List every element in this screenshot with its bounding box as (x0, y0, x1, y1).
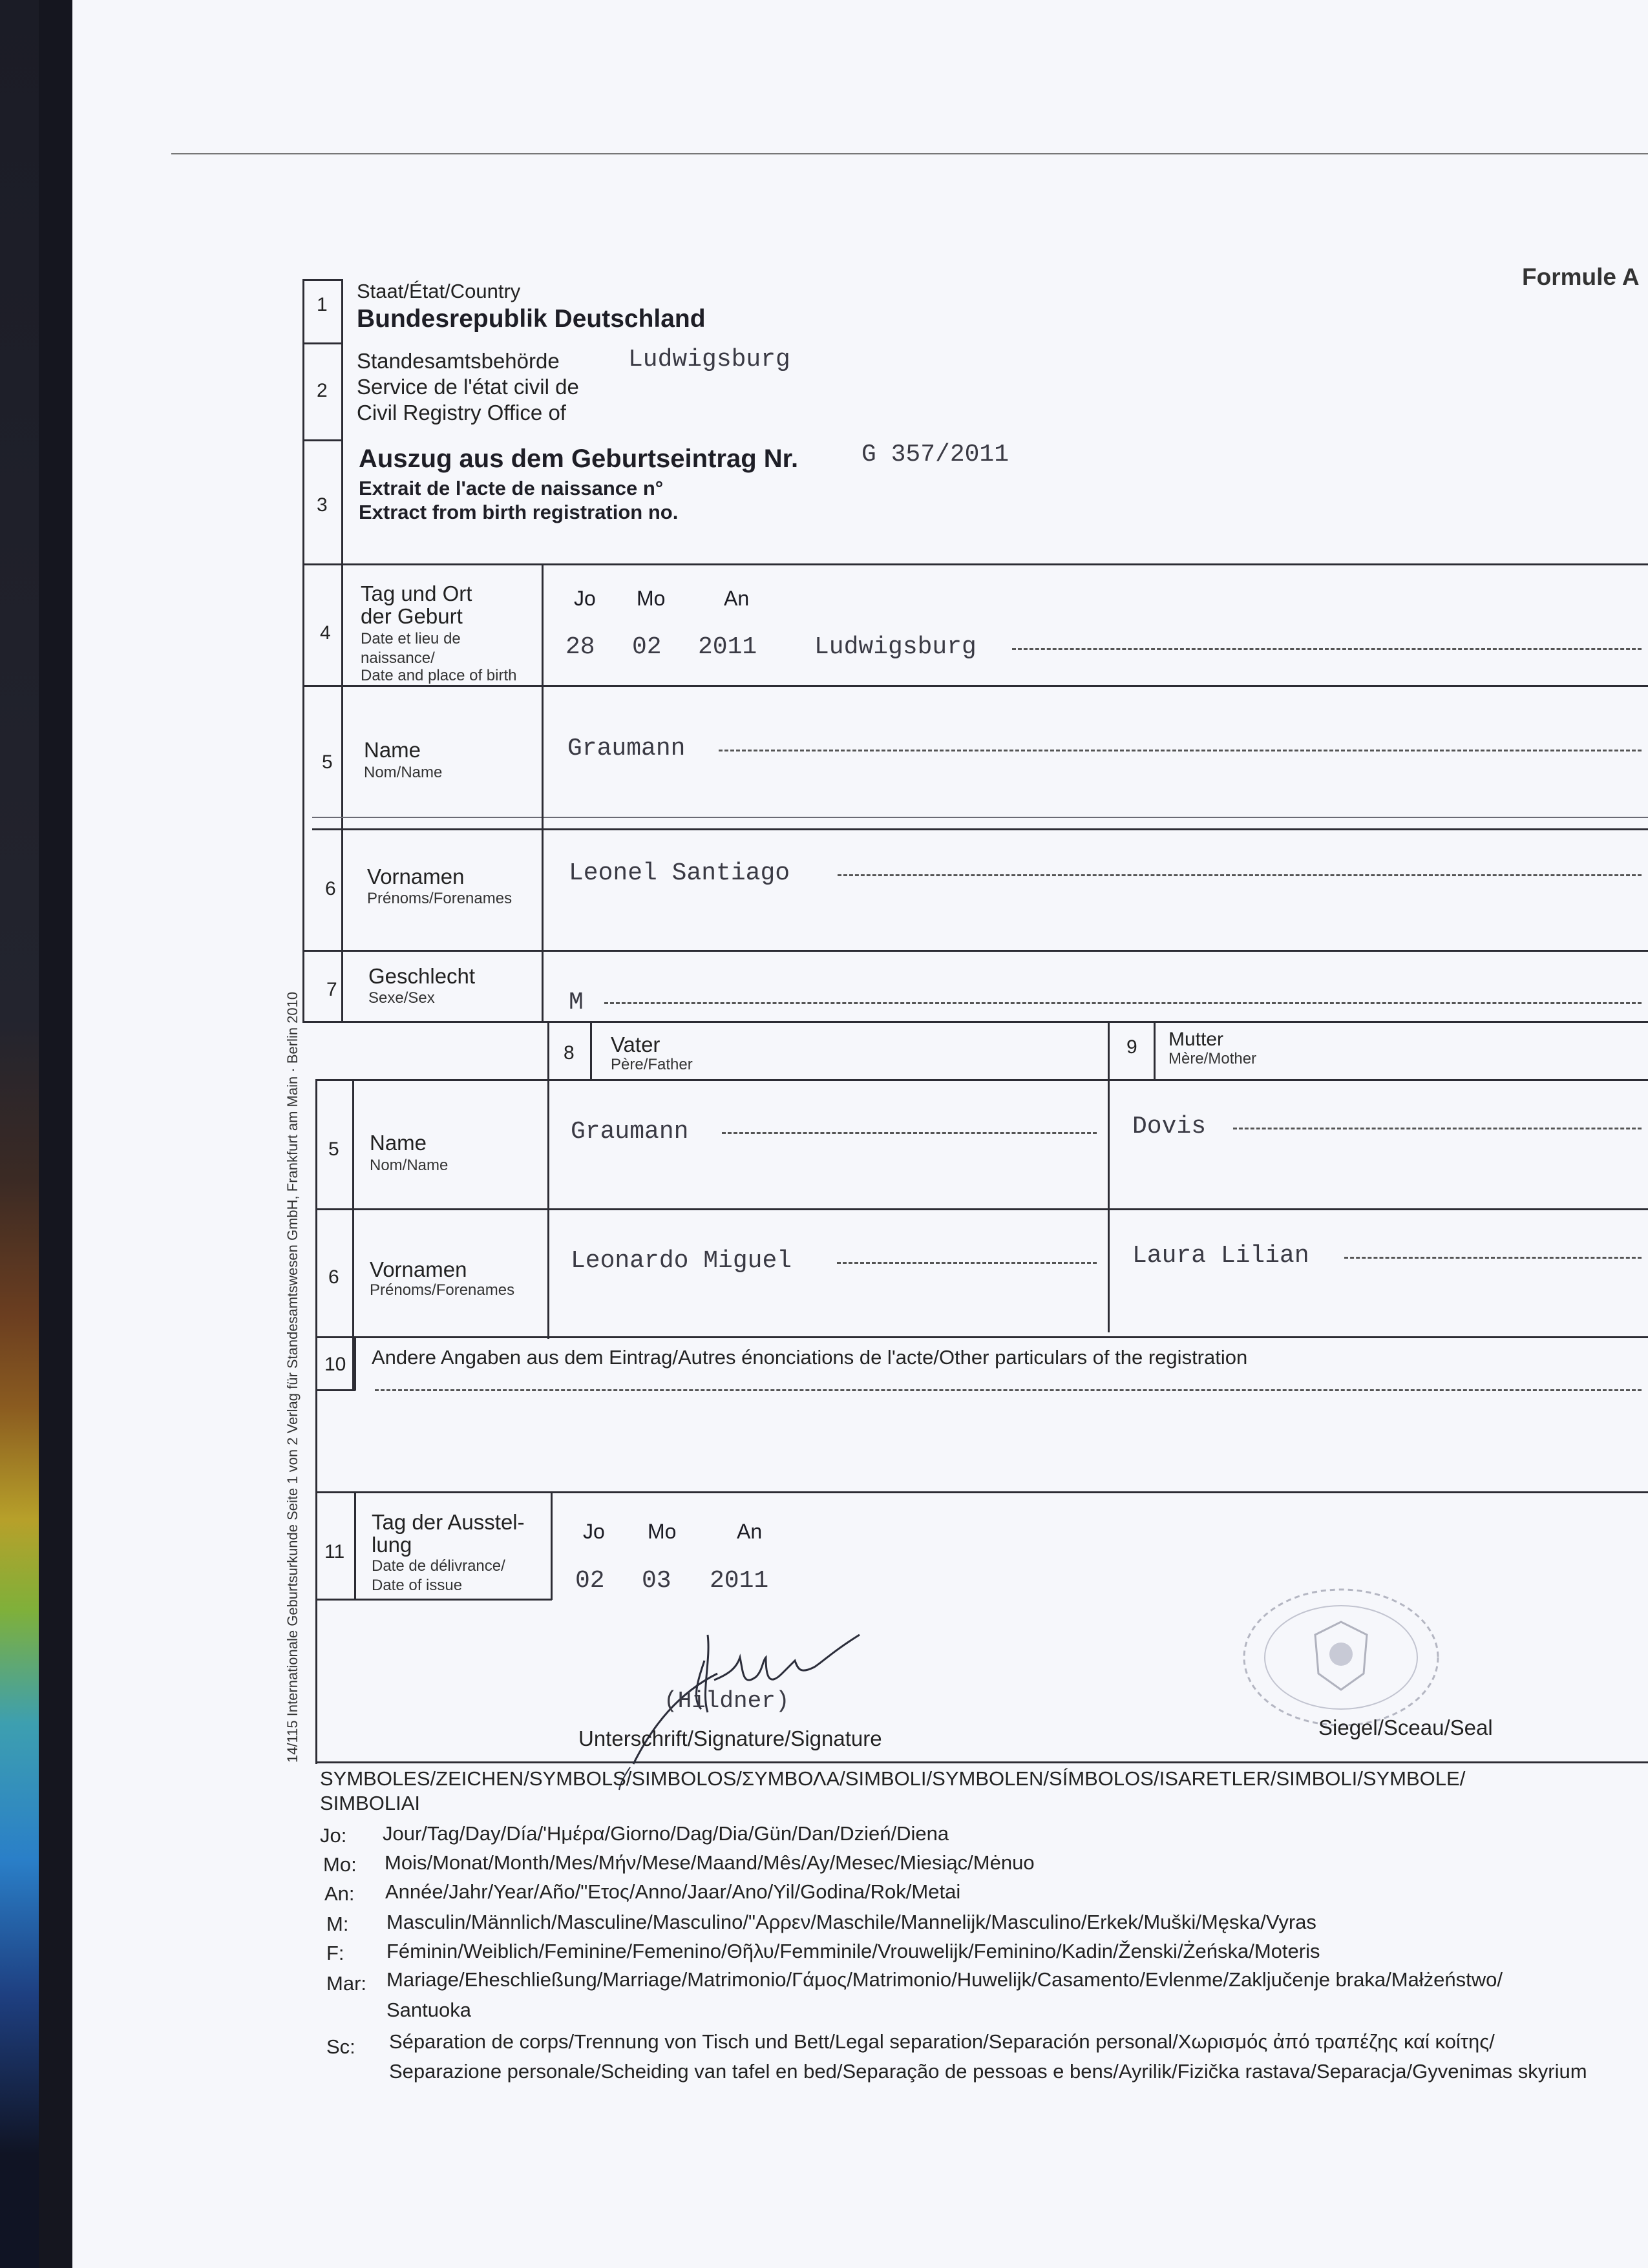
issue-month-value: 03 (642, 1567, 671, 1595)
registry-label-fr: Service de l'état civil de (357, 375, 579, 399)
parents-header-bottom (315, 1079, 1648, 1081)
parents-left-a (547, 1022, 549, 1339)
row11-number: 11 (324, 1541, 345, 1562)
birth-day-value: 28 (565, 633, 595, 661)
parents-name-number: 5 (328, 1139, 339, 1160)
parents-name-bottom (315, 1208, 1648, 1210)
row3-bottom (302, 563, 1648, 565)
birth-label-fr-2: naissance/ (361, 649, 435, 667)
issue-day-value: 02 (575, 1567, 605, 1595)
parents-first-bottom (315, 1336, 1648, 1338)
other-particulars-filler (375, 1389, 1642, 1391)
parents-mid (1108, 1022, 1110, 1332)
issue-label-fr: Date de délivrance/ (372, 1557, 505, 1575)
symbol-key-m: M: (326, 1913, 349, 1935)
row1-bottom (302, 342, 343, 344)
sex-sublabel: Sexe/Sex (368, 989, 435, 1007)
symbol-key-an: An: (324, 1882, 355, 1905)
row10-num-bottom (315, 1389, 355, 1391)
name-sublabel: Nom/Name (364, 764, 443, 781)
birth-month-value: 02 (632, 633, 662, 661)
forenames-sublabel: Prénoms/Forenames (367, 890, 512, 907)
country-value: Bundesrepublik Deutschland (357, 305, 706, 333)
registry-label-de: Standesamtsbehörde (357, 349, 560, 373)
father-sublabel: Père/Father (611, 1056, 693, 1073)
father-number: 8 (564, 1042, 575, 1064)
symbol-key-sc: Sc: (326, 2035, 355, 2058)
row7-bottom (302, 1021, 1648, 1023)
issue-year-header: An (737, 1520, 763, 1543)
father-forenames-filler (837, 1262, 1097, 1264)
symbol-key-mar: Mar: (326, 1972, 366, 1995)
parents-first-sublabel: Prénoms/Forenames (370, 1281, 515, 1299)
father-label: Vater (611, 1033, 660, 1056)
row10-bottom (315, 1491, 1648, 1493)
frame-left (302, 279, 304, 1022)
row1-top (302, 279, 343, 281)
scan-edge-shadow (39, 0, 72, 2268)
surname-value: Graumann (567, 735, 686, 762)
signatory-name: (Hildner) (664, 1688, 790, 1714)
birth-place-value: Ludwigsburg (814, 633, 977, 661)
registry-label-en: Civil Registry Office of (357, 401, 566, 425)
symbol-text-sc-2: Separazione personale/Scheiding van tafel en bed/Separação de pessoas e bens/Ayrilik/Fizička rastava/Separacja/Gyvenimas skyrium (389, 2060, 1587, 2083)
publisher-credit: 14/115 Internationale Geburtsurkunde Seite 1 von 2 Verlag für Standesamtswesen GmbH, Frankfurt am Main · Berlin 2010 (284, 991, 301, 1763)
sex-value: M (569, 989, 584, 1016)
birth-year-value: 2011 (698, 633, 757, 661)
symbol-text-mar: Mariage/Eheschließung/Marriage/Matrimonio/Γάμος/Matrimonio/Huwelijk/Casamento/Evlenme/Zaključenje braka/Małżeństwo/ (386, 1968, 1503, 1991)
row6-bottom (302, 950, 1648, 952)
top-rule (171, 153, 1648, 154)
row2-bottom (302, 439, 343, 441)
row4-number: 4 (320, 622, 331, 644)
birth-place-filler (1012, 648, 1642, 650)
birth-label-de-1: Tag und Ort (361, 582, 472, 605)
mother-forenames-filler (1344, 1257, 1642, 1259)
father-surname-filler (722, 1132, 1097, 1134)
official-seal (1231, 1577, 1451, 1732)
symbol-key-f: F: (326, 1942, 344, 1964)
issue-label-de-2: lung (372, 1533, 412, 1557)
forenames-value: Leonel Santiago (569, 859, 790, 887)
father-forenames-value: Leonardo Miguel (571, 1247, 792, 1275)
birth-month-header: Mo (637, 587, 666, 610)
symbol-key-mo: Mo: (323, 1853, 357, 1876)
extract-title-de: Auszug aus dem Geburtseintrag Nr. (359, 445, 799, 473)
row5-number: 5 (322, 751, 333, 773)
seal-label: Siegel/Sceau/Seal (1318, 1716, 1493, 1739)
sex-filler (604, 1002, 1642, 1004)
issue-label-en: Date of issue (372, 1577, 463, 1594)
parents-name-sublabel: Nom/Name (370, 1157, 449, 1174)
symbols-heading-2: SIMBOLIAI (320, 1792, 421, 1814)
forenames-filler (838, 874, 1642, 876)
mother-surname-value: Dovis (1132, 1113, 1207, 1140)
birth-label-fr-1: Date et lieu de (361, 630, 461, 647)
parents-first-number: 6 (328, 1266, 339, 1288)
symbol-text-sc: Séparation de corps/Trennung von Tisch und Bett/Legal separation/Separación personal/Χωρισμός ἀπό τραπέζης καί κοίτης/ (389, 2030, 1495, 2053)
row4-bottom (302, 685, 1648, 687)
signature-label: Unterschrift/Signature/Signature (578, 1727, 882, 1750)
sex-label: Geschlecht (368, 964, 476, 988)
birth-label-de-2: der Geburt (361, 604, 463, 628)
extract-title-en: Extract from birth registration no. (359, 501, 679, 523)
row11-label-bottom (315, 1599, 552, 1601)
birth-year-header: An (724, 587, 750, 610)
parents-num9-div (1154, 1022, 1156, 1080)
registry-office-value: Ludwigsburg (628, 346, 790, 373)
issue-day-header: Jo (583, 1520, 605, 1543)
mother-number: 9 (1126, 1036, 1137, 1058)
country-label: Staat/État/Country (357, 280, 521, 302)
row1-number: 1 (317, 294, 328, 315)
name-label: Name (364, 738, 421, 762)
symbol-text-f: Féminin/Weiblich/Feminine/Femenino/Θῆλυ/Femminile/Vrouwelijk/Feminino/Kadin/Ženski/Żeńska/Moteris (386, 1940, 1320, 1962)
forenames-label: Vornamen (367, 865, 465, 888)
symbol-text-m: Masculin/Männlich/Masculine/Masculino/"Αρρεν/Maschile/Mannelijk/Masculino/Erkek/Muški/Męska/Vyras (386, 1911, 1316, 1933)
frame-bottom (315, 1761, 1648, 1763)
num-col-divider (341, 279, 343, 1022)
mother-forenames-value: Laura Lilian (1132, 1242, 1309, 1270)
row11-label-div (551, 1491, 553, 1600)
parents-name-label: Name (370, 1131, 427, 1155)
issue-year-value: 2011 (710, 1567, 769, 1595)
symbol-text-an: Année/Jahr/Year/Año/"Ετος/Anno/Jaar/Ano/Yil/Godina/Rok/Metai (385, 1880, 961, 1903)
row5-bottom-b (312, 817, 1648, 818)
row6-number: 6 (325, 878, 336, 899)
symbol-text-mar-2: Santuoka (386, 1999, 471, 2021)
row5-bottom (312, 828, 1648, 830)
birth-label-en: Date and place of birth (361, 667, 517, 684)
issue-label-de-1: Tag der Ausstel- (372, 1510, 525, 1534)
parents-num8-div (590, 1022, 592, 1080)
row10-num-div (354, 1336, 356, 1391)
other-particulars-label: Andere Angaben aus dem Eintrag/Autres énonciations de l'acte/Other particulars of the registration (372, 1346, 1248, 1369)
parents-frame-left (315, 1079, 317, 1764)
row10-number: 10 (324, 1354, 346, 1375)
mother-surname-filler (1233, 1128, 1642, 1129)
issue-month-header: Mo (648, 1520, 677, 1543)
row11-num-div (354, 1491, 356, 1600)
father-surname-value: Graumann (571, 1118, 689, 1146)
row7-number: 7 (326, 979, 337, 1000)
row3-number: 3 (317, 494, 328, 516)
registration-number-value: G 357/2011 (861, 441, 1009, 468)
mother-sublabel: Mère/Mother (1168, 1050, 1257, 1067)
symbol-key-jo: Jo: (320, 1824, 347, 1847)
label-col-divider (542, 563, 544, 1021)
parents-first-label: Vornamen (370, 1257, 467, 1281)
form-label: Formule A (1522, 264, 1640, 290)
symbol-text-jo: Jour/Tag/Day/Día/'Ημέρα/Giorno/Dag/Dia/Gün/Dan/Dzień/Diena (383, 1822, 949, 1845)
extract-title-fr: Extrait de l'acte de naissance n° (359, 477, 664, 499)
symbols-heading-1: SYMBOLES/ZEICHEN/SYMBOLS/SIMBOLOS/ΣΥΜΒΟΛΑ/SIMBOLI/SYMBOLEN/SÍMBOLOS/ISARETLER/SIMBOLI/SYMBOLE/ (320, 1767, 1466, 1790)
surname-filler (719, 750, 1642, 751)
birth-day-header: Jo (574, 587, 596, 610)
row2-number: 2 (317, 380, 328, 401)
symbol-text-mo: Mois/Monat/Month/Mes/Μήν/Mese/Maand/Mês/Ay/Mesec/Miesiąc/Mėnuo (385, 1851, 1035, 1874)
mother-label: Mutter (1168, 1029, 1224, 1050)
